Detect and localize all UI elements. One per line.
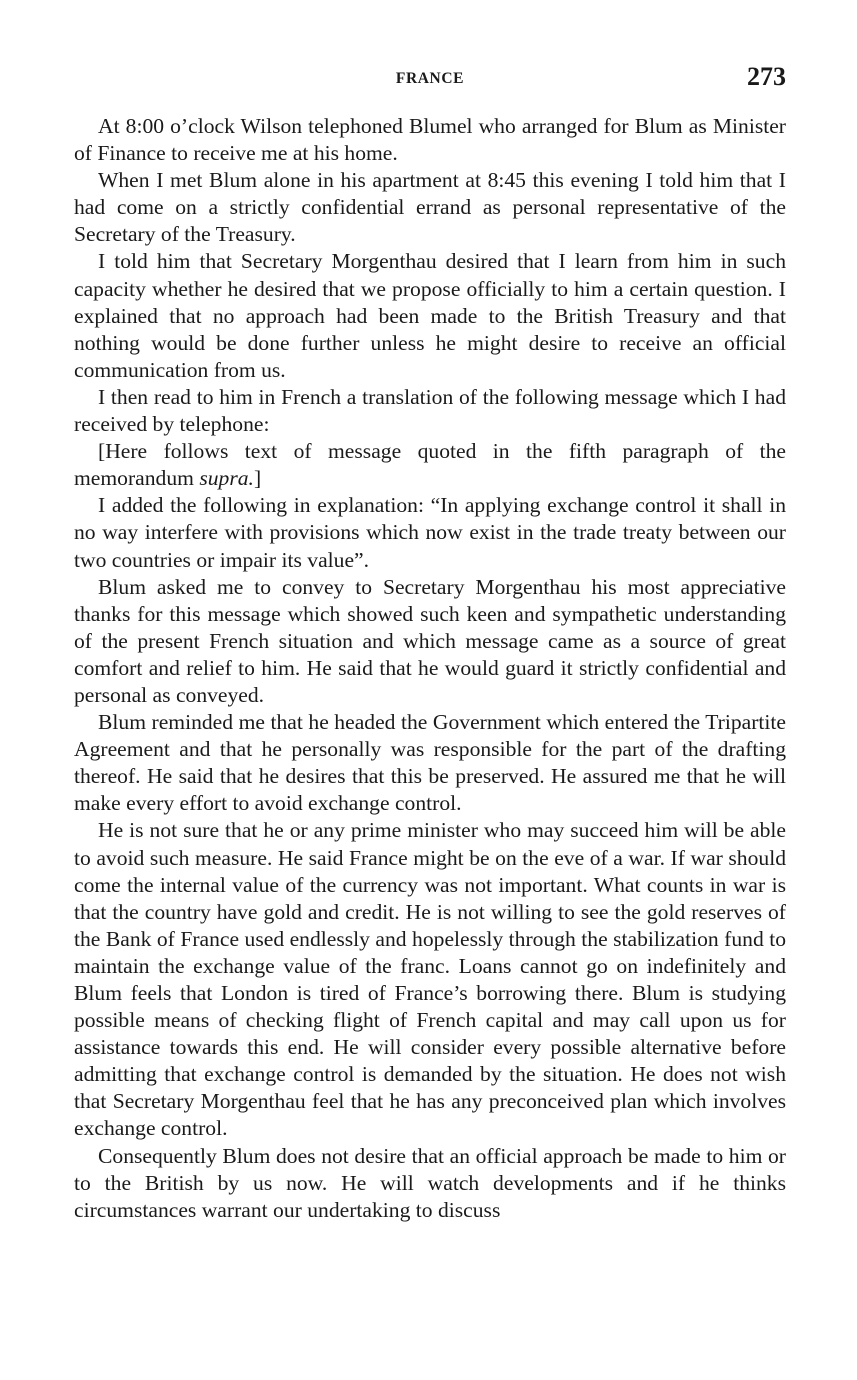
paragraph: I told him that Secretary Morgenthau desired that I learn from him in such capacity whether he desired that we propose officially to him a certain question. I explained that no approach had been made to the British Treasury and that nothing would be done further unless he might desire to receive an official communication from us.: [74, 249, 786, 382]
editorial-note-close: ]: [253, 466, 262, 491]
paragraph: Consequently Blum does not desire that an official approach be made to him or to the British by us now. He will watch developments and if he thinks circumstances warrant our undertaking to discuss: [74, 1143, 786, 1222]
paragraph: Blum reminded me that he headed the Government which entered the Tripartite Agreement and that he personally was responsible for the part of the drafting thereof. He said that he desires that this be preserved. He assured me that he will make every effort to avoid exchange control.: [74, 710, 786, 816]
paragraph: Blum asked me to convey to Secretary Morgenthau his most appreciative thanks for this message which showed such keen and sympathetic understanding of the present French situation and which message came as a source of great comfort and relief to him. He said that he would guard it strictly confidential and personal as conveyed.: [74, 574, 786, 707]
editorial-note-paragraph: [74, 438, 786, 492]
body-text: [74, 113, 786, 1224]
paragraph: At 8:00 o’clock Wilson telephoned Blumel who arranged for Blum as Minister of Finance to receive me at his home.: [74, 114, 786, 166]
paragraph: He is not sure that he or any prime minister who may succeed him will be able to avoid such measure. He said France might be on the eve of a war. If war should come the internal value of the currency was not important. What counts in war is that the country have gold and credit. He is not willing to see the gold reserves of the Bank of France used endlessly and hopelessly through the stabilization fund to maintain the exchange value of the franc. Loans cannot go on indefinitely and Blum feels that London is tired of France’s borrowing there. Blum is studying possible means of checking flight of French capital and may call upon us for assistance towards this end. He will consider every possible alternative before admitting that exchange control is demanded by the situation. He does not wish that Secretary Morgenthau feel that he has any preconceived plan which involves exchange control.: [74, 818, 786, 1141]
paragraph: I then read to him in French a translation of the following message which I had received by telephone:: [74, 384, 786, 437]
page-number: 273: [747, 62, 786, 91]
running-head: [74, 62, 786, 96]
editorial-note-text: [Here follows text of message quoted in the fifth paragraph of the memorandum: [74, 439, 786, 491]
paragraph: I added the following in explanation: “In applying exchange control it shall in no way interfere with provisions which now exist in the trade treaty between our two countries or impair its value”.: [74, 493, 786, 572]
paragraph: When I met Blum alone in his apartment at 8:45 this evening I told him that I had come on a strictly confidential errand as personal representative of the Secretary of the Treasury.: [74, 168, 786, 247]
editorial-note-italic: supra.: [199, 466, 254, 491]
section-title: FRANCE: [395, 70, 465, 87]
